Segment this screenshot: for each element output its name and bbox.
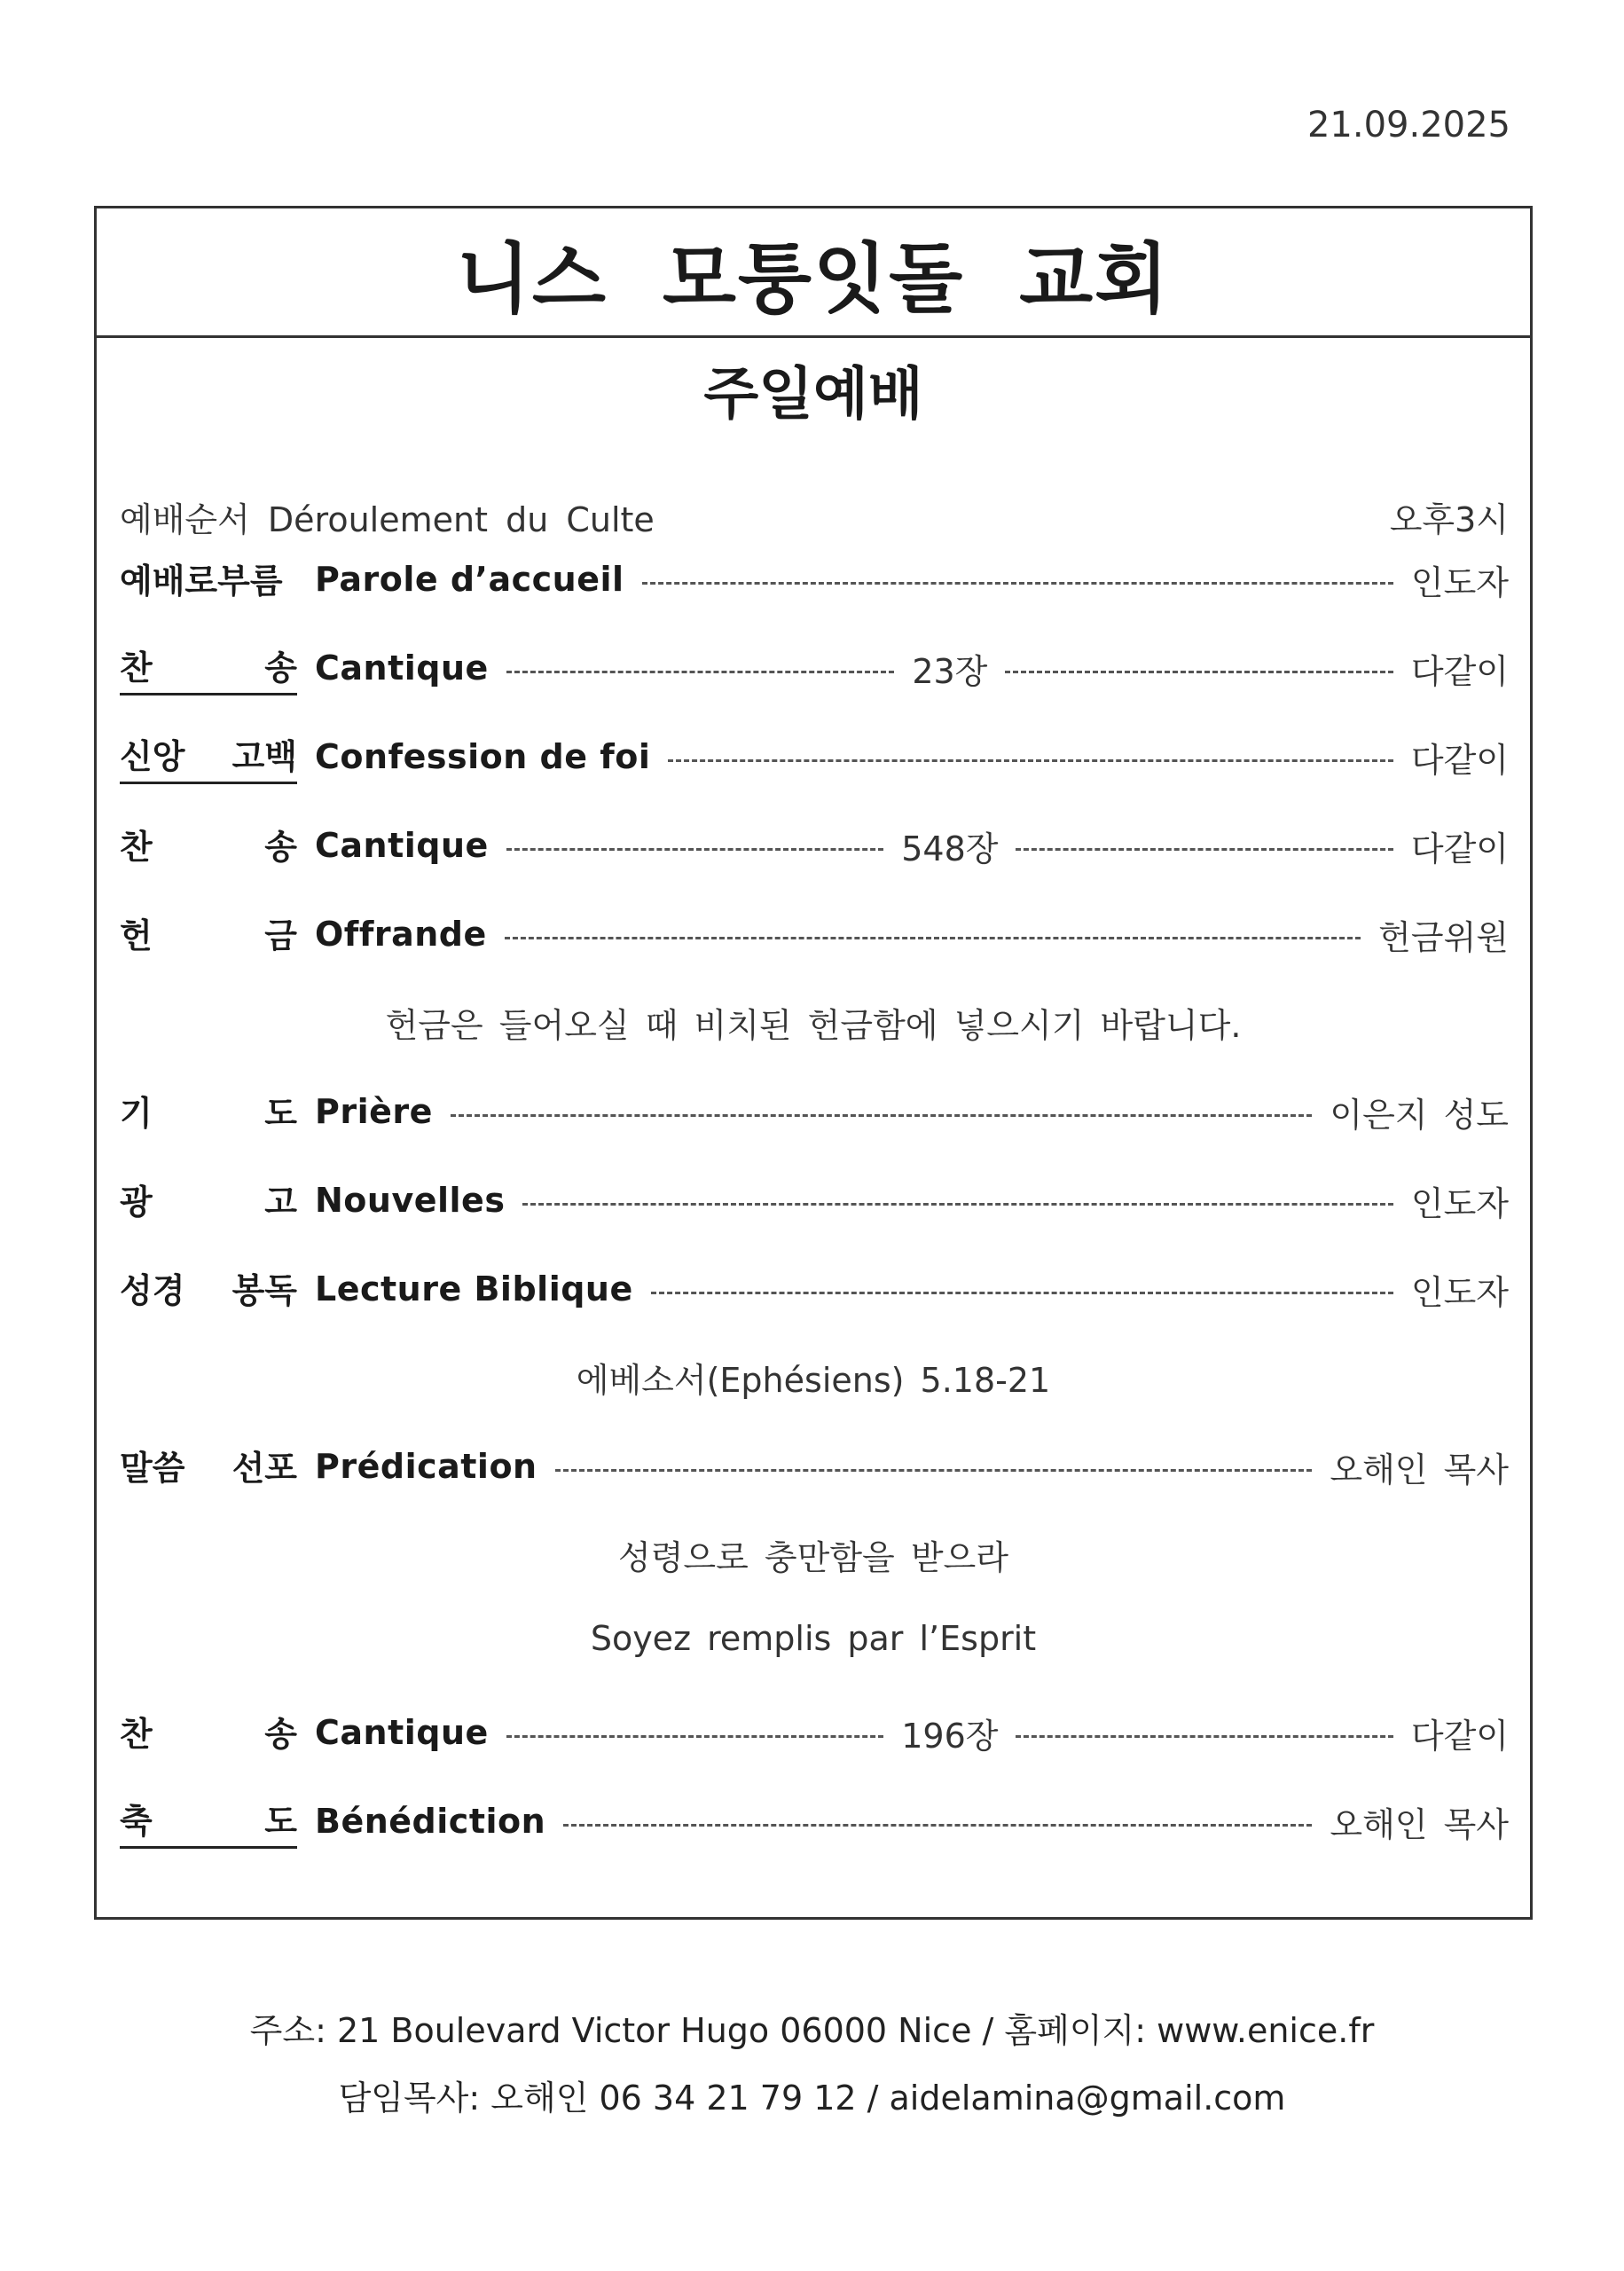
service-time: 오후3시 <box>1389 500 1509 539</box>
dotted-leader <box>1005 671 1393 673</box>
item-label-fr: Parole d’accueil <box>315 560 624 599</box>
item-label-fr: Prédication <box>315 1447 537 1486</box>
hymn-number: 196장 <box>901 1716 999 1756</box>
item-label-fr: Bénédiction <box>315 1802 546 1841</box>
hymn-number: 23장 <box>912 651 988 691</box>
scripture-reference: 에베소서(Ephésiens) 5.18-21 <box>576 1361 1051 1400</box>
item-label-fr: Cantique <box>315 1713 489 1752</box>
item-label-fr: Confession de foi <box>315 737 651 776</box>
order-item-hymn-2 <box>120 819 1509 872</box>
dotted-leader <box>668 759 1393 762</box>
bulletin-date: 21.09.2025 <box>1306 105 1510 145</box>
dotted-leader <box>505 937 1361 939</box>
footer-address: 주소: 21 Boulevard Victor Hugo 06000 Nice / 홈페이지: www.enice.fr <box>249 2011 1375 2050</box>
item-label-ko: 말씀 선포 <box>120 1448 297 1488</box>
item-label-fr: Prière <box>315 1092 433 1131</box>
order-item-hymn-1 <box>120 641 1509 695</box>
dotted-leader <box>506 848 883 851</box>
order-item-benediction <box>120 1795 1509 1848</box>
item-label-ko: 예배로부름 <box>120 561 283 601</box>
item-label-ko: 헌 금 <box>120 915 297 955</box>
item-leader: 다같이 <box>1410 740 1509 780</box>
item-label-ko: 찬 송 <box>120 640 297 695</box>
church-name: 니스 모퉁잇돌 교회 <box>97 208 1530 338</box>
item-label-ko: 찬 송 <box>120 1714 297 1754</box>
hymn-number: 548장 <box>901 829 999 868</box>
item-leader: 인도자 <box>1410 1272 1509 1312</box>
order-heading-row <box>120 492 1509 541</box>
item-label-fr: Nouvelles <box>315 1181 506 1220</box>
item-label-ko: 축 도 <box>120 1794 297 1849</box>
order-item-offering <box>120 908 1509 961</box>
offering-note: 헌금은 들어오실 때 비치된 헌금함에 넣으시기 바랍니다. <box>385 1006 1242 1045</box>
sermon-title-ko: 성령으로 충만함을 받으라 <box>618 1538 1008 1577</box>
dotted-leader <box>642 582 1393 585</box>
item-leader: 다같이 <box>1410 651 1509 691</box>
dotted-leader <box>651 1292 1393 1294</box>
dotted-leader <box>506 1735 883 1738</box>
dotted-leader <box>555 1469 1313 1472</box>
item-label-ko: 광 고 <box>120 1182 297 1222</box>
dotted-leader <box>1016 848 1393 851</box>
sermon-title-fr: Soyez remplis par l’Esprit <box>590 1619 1037 1658</box>
bulletin-frame <box>94 206 1533 1920</box>
item-label-fr: Offrande <box>315 915 487 954</box>
footer-pastor-contact: 담임목사: 오해인 06 34 21 79 12 / aidelamina@gmail.com <box>338 2078 1286 2118</box>
dotted-leader <box>1016 1735 1393 1738</box>
item-label-fr: Lecture Biblique <box>315 1269 633 1308</box>
item-leader: 이은지 성도 <box>1330 1095 1509 1135</box>
dotted-leader <box>506 671 895 673</box>
order-item-prayer <box>120 1085 1509 1138</box>
dotted-leader <box>451 1114 1312 1117</box>
order-item-hymn-3 <box>120 1706 1509 1759</box>
order-item-reading <box>120 1262 1509 1316</box>
item-label-ko: 성경 봉독 <box>120 1270 297 1310</box>
item-leader: 다같이 <box>1410 1716 1509 1756</box>
dotted-leader <box>522 1203 1393 1206</box>
order-item-confession <box>120 730 1509 783</box>
item-label-ko: 찬 송 <box>120 827 297 867</box>
item-label-fr: Cantique <box>315 826 489 865</box>
item-leader: 인도자 <box>1410 562 1509 602</box>
item-label-ko: 신앙 고백 <box>120 729 297 784</box>
dotted-leader <box>563 1824 1312 1827</box>
item-leader: 오해인 목사 <box>1330 1804 1509 1844</box>
order-item-welcome <box>120 553 1509 606</box>
item-leader: 다같이 <box>1410 829 1509 868</box>
order-item-sermon <box>120 1440 1509 1493</box>
order-item-news <box>120 1174 1509 1227</box>
item-label-ko: 기 도 <box>120 1093 297 1133</box>
item-leader: 인도자 <box>1410 1183 1509 1223</box>
service-title: 주일예배 <box>703 362 923 428</box>
item-leader: 오해인 목사 <box>1330 1450 1509 1489</box>
item-leader: 헌금위원 <box>1378 917 1509 957</box>
item-label-fr: Cantique <box>315 648 489 688</box>
order-heading: 예배순서 Déroulement du Culte <box>120 500 655 539</box>
